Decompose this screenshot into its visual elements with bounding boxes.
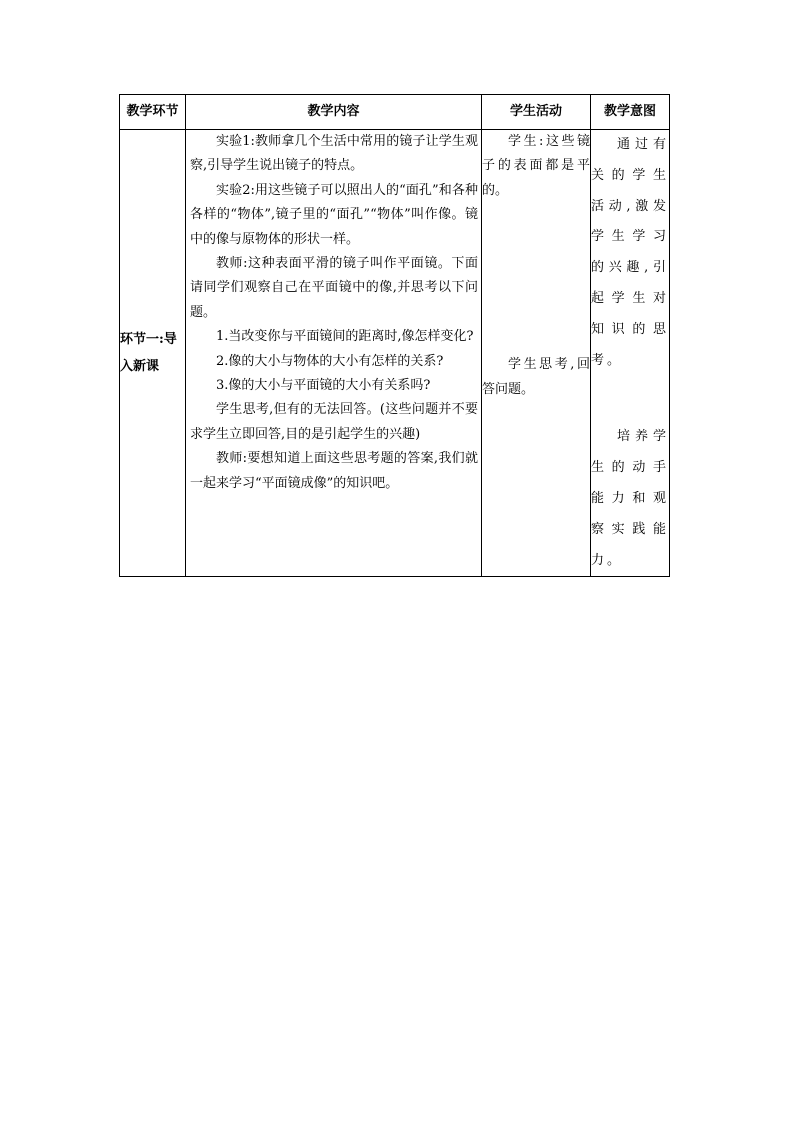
table-header-row [120, 95, 670, 130]
teaching-intent-cell [591, 130, 670, 577]
content-paragraph: 实验2:用这些镜子可以照出人的“面孔”和各种各样的“物体”,镜子里的“面孔”“物体”叫作像。镜中的像与原物体的形状一样。 [190, 182, 478, 247]
content-paragraph: 1.当改变你与平面镜间的距离时,像怎样变化? [216, 329, 474, 345]
content-paragraph: 学生思考,但有的无法回答。(这些问题并不要求学生立即回答,目的是引起学生的兴趣) [190, 402, 478, 442]
header-teaching-intent: 教学意图 [591, 95, 670, 130]
header-content: 教学内容 [186, 95, 482, 130]
student-activity-cell [482, 130, 591, 577]
teaching-intent-text: 培养学生的动手能力和观察实践能力。 [591, 429, 669, 568]
content-paragraph: 2.像的大小与物体的大小有怎样的关系? [216, 353, 444, 369]
student-activity-text: 学生思考,回答问题。 [482, 357, 590, 397]
header-student-activity: 学生活动 [482, 95, 591, 130]
content-paragraph: 实验1:教师拿几个生活中常用的镜子让学生观察,引导学生说出镜子的特点。 [190, 134, 478, 174]
student-activity-text: 学生:这些镜子的表面都是平的。 [482, 134, 590, 198]
table-row [120, 130, 670, 577]
lesson-plan-table [119, 94, 670, 577]
teaching-intent-text: 通过有关的学生活动,激发学生学习的兴趣,引起学生对知识的思考。 [591, 137, 669, 368]
header-stage: 教学环节 [120, 95, 186, 130]
content-paragraph: 教师:这种表面平滑的镜子叫作平面镜。下面请同学们观察自己在平面镜中的像,并思考以下问题。 [190, 256, 478, 320]
content-paragraph: 3.像的大小与平面镜的大小有关系吗? [216, 378, 431, 394]
content-cell [186, 130, 482, 577]
stage-cell: 环节一:导入新课 [120, 130, 186, 577]
content-paragraph: 教师:要想知道上面这些思考题的答案,我们就一起来学习“平面镜成像”的知识吧。 [190, 451, 478, 491]
